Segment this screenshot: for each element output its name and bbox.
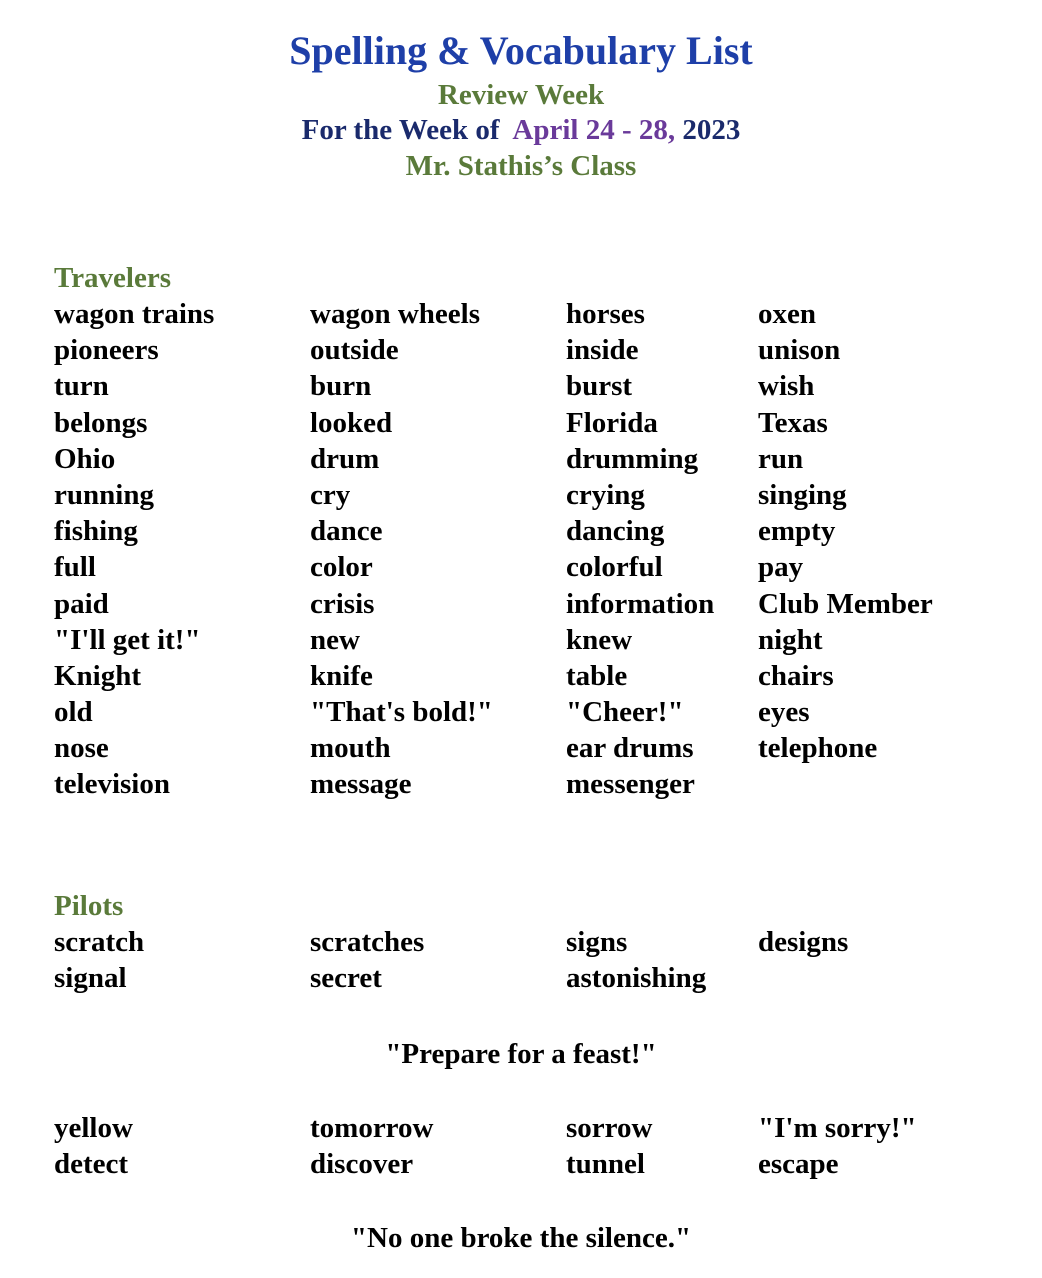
vocab-word: telephone — [758, 732, 878, 765]
vocab-word: table — [566, 659, 628, 692]
vocab-word: pay — [758, 551, 804, 584]
word-row — [54, 550, 1014, 586]
vocab-word: full — [54, 551, 96, 584]
vocab-word: "That's bold!" — [310, 696, 493, 729]
word-row — [54, 333, 1014, 369]
word-row — [54, 767, 1014, 803]
vocab-word: outside — [310, 334, 399, 367]
week-line — [0, 113, 1042, 147]
travelers-word-grid — [54, 297, 1014, 804]
word-row — [54, 297, 1014, 333]
vocab-word: "I'm sorry!" — [758, 1112, 917, 1144]
vocab-word: scratch — [54, 926, 145, 958]
word-row — [54, 369, 1014, 405]
word-row — [54, 514, 1014, 550]
vocab-word: tunnel — [566, 1148, 645, 1181]
word-row — [54, 961, 1014, 997]
word-row — [54, 1111, 1014, 1147]
pilots-word-grid-b — [54, 1111, 1014, 1183]
vocab-word: Club Member — [758, 587, 933, 620]
vocab-word: drum — [310, 442, 380, 475]
vocab-word: astonishing — [566, 962, 707, 995]
word-row — [54, 731, 1014, 767]
vocab-word: cry — [310, 478, 351, 511]
vocab-word: eyes — [758, 696, 810, 729]
vocab-word: Florida — [566, 406, 658, 439]
word-row — [54, 659, 1014, 695]
week-year: 2023 — [675, 114, 741, 146]
word-row — [54, 406, 1014, 442]
vocab-word: wish — [758, 370, 815, 403]
vocab-word: crisis — [310, 587, 375, 620]
week-dates: April 24 - 28, — [512, 114, 676, 146]
vocab-word: singing — [758, 478, 847, 511]
vocab-word: message — [310, 768, 412, 801]
vocab-word: "I'll get it!" — [54, 623, 201, 656]
vocab-word: horses — [566, 298, 645, 330]
vocab-word: dancing — [566, 515, 665, 548]
vocab-word: ear drums — [566, 732, 694, 765]
vocab-word: new — [310, 623, 360, 656]
phrase-prepare-feast: "Prepare for a feast!" — [385, 1038, 657, 1070]
word-row — [54, 587, 1014, 623]
vocab-word: scratches — [310, 926, 425, 958]
vocab-word: yellow — [54, 1112, 133, 1144]
vocab-word: detect — [54, 1148, 129, 1181]
vocab-word: belongs — [54, 406, 148, 439]
page-subtitle: Review Week — [437, 79, 605, 111]
vocab-word: secret — [310, 962, 382, 995]
vocab-word: dance — [310, 515, 383, 548]
vocab-word: colorful — [566, 551, 663, 584]
vocab-word: Ohio — [54, 442, 116, 475]
vocab-word: drumming — [566, 442, 699, 475]
vocab-word: television — [54, 768, 170, 801]
page-title: Spelling & Vocabulary List — [289, 28, 753, 73]
vocab-word: looked — [310, 406, 393, 439]
vocab-word: night — [758, 623, 823, 656]
vocab-word: paid — [54, 587, 109, 620]
word-row — [54, 925, 1014, 961]
vocab-word: signal — [54, 962, 127, 995]
vocab-word: old — [54, 696, 93, 729]
vocab-word: chairs — [758, 659, 834, 692]
vocab-word: fishing — [54, 515, 138, 548]
vocab-word: wagon wheels — [310, 298, 480, 330]
vocab-word: run — [758, 442, 804, 475]
vocab-word: sorrow — [566, 1112, 653, 1144]
vocab-word: empty — [758, 515, 836, 548]
word-row — [54, 623, 1014, 659]
vocab-word: pioneers — [54, 334, 159, 367]
vocab-word: Knight — [54, 659, 142, 692]
phrase-silence: "No one broke the silence." — [350, 1222, 692, 1254]
vocab-word: "Cheer!" — [566, 696, 684, 729]
pilots-word-grid-a — [54, 925, 1014, 997]
vocab-word: tomorrow — [310, 1112, 434, 1144]
vocab-word: designs — [758, 926, 849, 958]
travelers-heading: Travelers — [54, 262, 172, 294]
vocab-word: discover — [310, 1148, 414, 1181]
vocab-word: burn — [310, 370, 372, 403]
vocab-word: signs — [566, 926, 628, 958]
class-name: Mr. Stathis’s Class — [405, 150, 637, 182]
vocab-word: color — [310, 551, 373, 584]
word-row — [54, 695, 1014, 731]
vocab-word: escape — [758, 1148, 839, 1181]
vocab-word: running — [54, 478, 154, 511]
vocab-word: burst — [566, 370, 633, 403]
vocab-word: unison — [758, 334, 841, 367]
vocab-word: nose — [54, 732, 109, 765]
vocab-word: mouth — [310, 732, 391, 765]
vocab-word: Texas — [758, 406, 828, 439]
vocab-word: wagon trains — [54, 298, 215, 330]
word-row — [54, 478, 1014, 514]
vocab-word: messenger — [566, 768, 695, 801]
vocab-word: crying — [566, 478, 645, 511]
pilots-heading: Pilots — [54, 890, 124, 922]
word-row — [54, 1147, 1014, 1183]
vocab-word: information — [566, 587, 715, 620]
vocab-word: knew — [566, 623, 633, 656]
vocab-word: turn — [54, 370, 109, 403]
vocab-word: knife — [310, 659, 373, 692]
word-row — [54, 442, 1014, 478]
week-prefix: For the Week of — [301, 114, 513, 146]
vocab-word: inside — [566, 334, 639, 367]
vocab-word: oxen — [758, 298, 816, 330]
